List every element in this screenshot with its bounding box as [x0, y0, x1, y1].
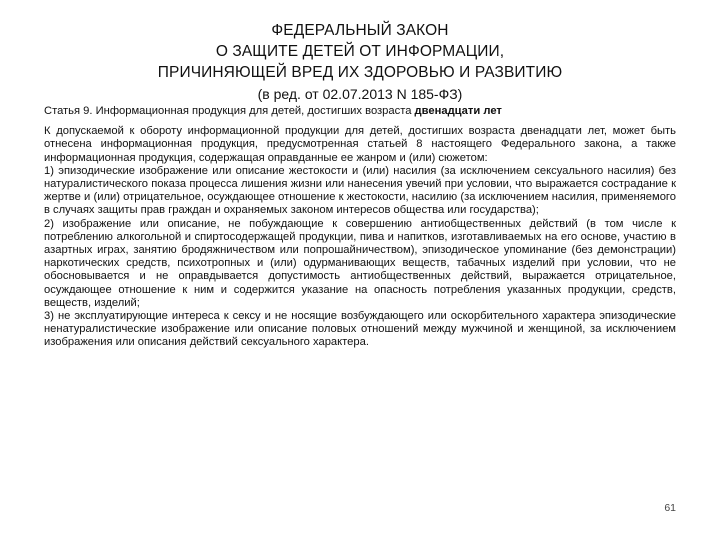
law-title-line-1: ФЕДЕРАЛЬНЫЙ ЗАКОН — [271, 22, 449, 39]
law-revision-subtitle: (в ред. от 02.07.2013 N 185-ФЗ) — [257, 86, 463, 102]
article-heading-bold: двенадцати лет — [414, 105, 502, 117]
page-number: 61 — [664, 502, 676, 514]
article-heading-text: Статья 9. Информационная продукция для детей, достигших возраста — [44, 105, 415, 117]
article-item-2: 2) изображение или описание, не побуждающие к совершению антиобщественных действий (в том числе к потреблению алкогольной и спиртосодержащей продукции, пива и напитков, изготавливаемых на его основе, участию в азартных играх, занятию бродяжничеством или попрошайничеством), эпизодическое упоминание (без демонстрации) наркотических средств, психотропных и (или) одурманивающих веществ, табачных изделий при условии, что не обосновывается и не оправдывается допустимость антиобщественных действий, выражается отрицательное, осуждающее отношение к ним и содержится указание на опасность потребления указанных продукции, средств, веществ, изделий; — [44, 217, 676, 309]
article-item-1: 1) эпизодические изображение или описание жестокости и (или) насилия (за исключением сексуального насилия) без натуралистического показа процесса лишения жизни или нанесения увечий при условии, что выражается сострадание к жертве и (или) отрицательное, осуждающее отношение к жестокости, насилию (за исключением насилия, применяемого в случаях защиты прав граждан и охраняемых законом интересов общества или государства); — [44, 164, 676, 217]
law-body — [44, 105, 676, 350]
article-heading — [44, 105, 676, 118]
article-intro-paragraph: К допускаемой к обороту информационной продукции для детей, достигших возраста двенадцати лет, может быть отнесена информационная продукция, предусмотренная статьей 8 настоящего Федерального закона, а также информационная продукция, содержащая оправданные ее жанром и (или) сюжетом: — [44, 125, 676, 164]
law-title-line-3: ПРИЧИНЯЮЩЕЙ ВРЕД ИХ ЗДОРОВЬЮ И РАЗВИТИЮ — [157, 64, 563, 81]
article-item-3: 3) не эксплуатирующие интереса к сексу и не носящие возбуждающего или оскорбительного характера эпизодические ненатуралистические изображение или описание половых отношений между мужчиной и женщиной, за исключением изображения или описания действий сексуального характера. — [44, 310, 676, 349]
law-title-line-2: О ЗАЩИТЕ ДЕТЕЙ ОТ ИНФОРМАЦИИ, — [215, 43, 505, 60]
law-title-block — [0, 20, 720, 104]
